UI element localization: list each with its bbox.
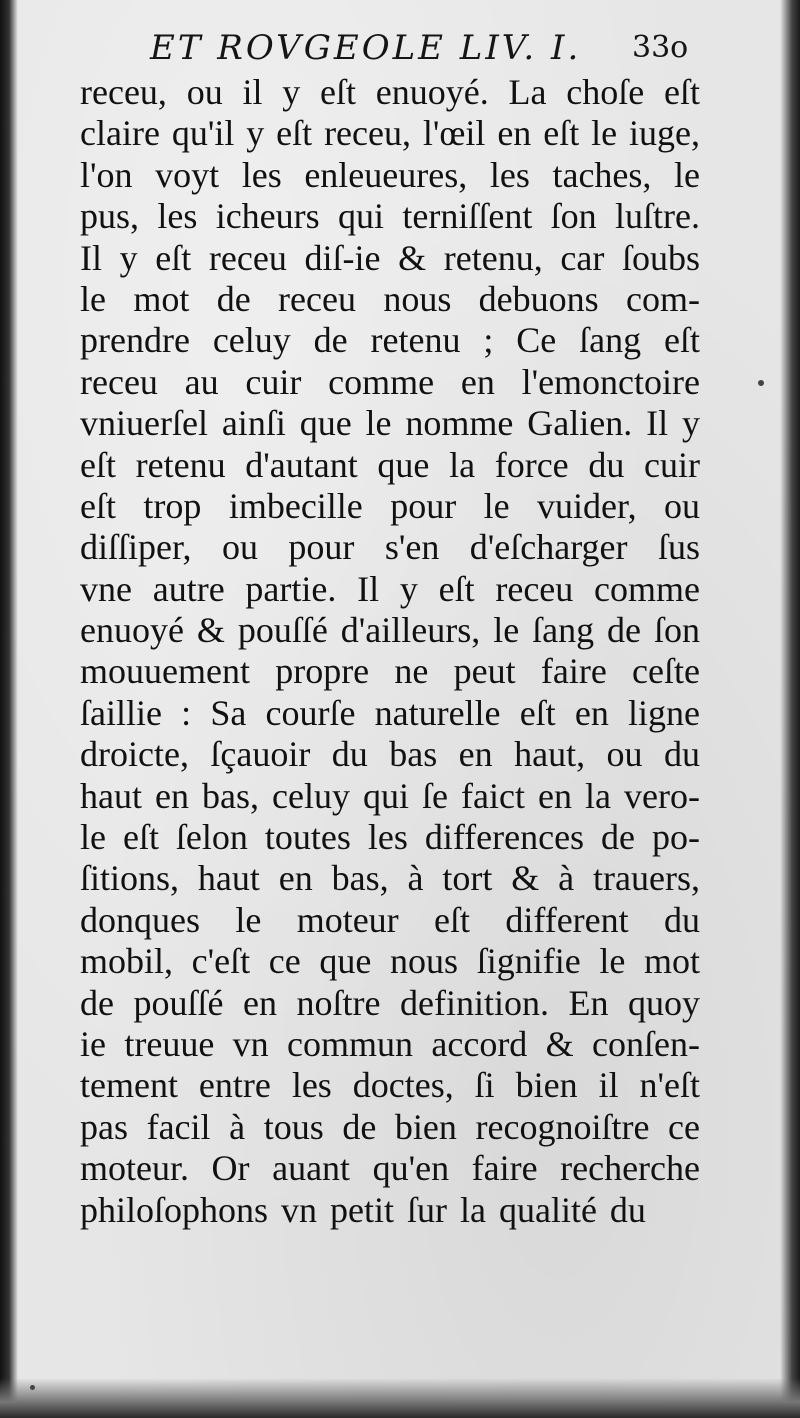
text-line: philoſophons vn petit ſur la qualité du: [80, 1189, 646, 1230]
text-line: mobil, c'eſt ce que nous ſignifie le mot: [80, 941, 700, 982]
text-line: le mot de receu nous debuons com-: [80, 278, 700, 319]
text-line: le eſt ſelon toutes les differences de po-: [80, 817, 700, 858]
text-line: ſitions, haut en bas, à tort & à trauers,: [80, 858, 700, 899]
text-line: eſt trop imbecille pour le vuider, ou: [80, 485, 700, 526]
text-line: ie treuue vn commun accord & conſen-: [80, 1023, 700, 1064]
text-line: moteur. Or auant qu'en faire recherche: [80, 1148, 700, 1189]
text-line: eſt retenu d'autant que la force du cuir: [80, 444, 700, 485]
text-line: diſſiper, ou pour s'en d'eſcharger ſus: [80, 527, 700, 568]
ink-speck: [758, 380, 764, 386]
text-line: receu, ou il y eſt enuoyé. La choſe eſt: [80, 72, 700, 112]
text-line: vniuerſel ainſi que le nomme Galien. Il y: [80, 403, 700, 444]
text-line: ſaillie : Sa courſe naturelle eſt en ligne: [80, 692, 700, 733]
text-line: Il y eſt receu diſ-ie & retenu, car ſoubs: [80, 237, 700, 278]
text-line: donques le moteur eſt different du: [80, 899, 700, 940]
text-line: vne autre partie. Il y eſt receu comme: [80, 568, 700, 609]
ink-speck: [30, 1385, 35, 1390]
text-line: mouuement propre ne peut faire ceſte: [80, 651, 700, 692]
text-line: droicte, ſçauoir du bas en haut, ou du: [80, 734, 700, 775]
running-head: ET ROVGEOLE LIV. I.: [150, 28, 582, 68]
text-line: tement entre les doctes, ſi bien il n'eſt: [80, 1065, 700, 1106]
text-line: pas facil à tous de bien recognoiſtre ce: [80, 1106, 700, 1147]
text-line: pus, les icheurs qui terniſſent ſon luſtre.: [80, 196, 700, 237]
scan-edge-right: [780, 0, 800, 1418]
body-text: [80, 72, 700, 1231]
text-line: de pouſſé en noſtre definition. En quoy: [80, 982, 700, 1023]
scan-edge-bottom: [0, 1378, 800, 1418]
text-line: claire qu'il y eſt receu, l'œil en eſt le iuge,: [80, 113, 700, 154]
scan-edge-left: [0, 0, 18, 1418]
text-line: receu au cuir comme en l'emonctoire: [80, 361, 700, 402]
text-line: l'on voyt les enleueures, les taches, le: [80, 154, 700, 195]
page-number: 33o: [632, 30, 689, 65]
text-line: haut en bas, celuy qui ſe faict en la vero-: [80, 775, 700, 816]
text-line: prendre celuy de retenu ; Ce ſang eſt: [80, 320, 700, 361]
text-line: enuoyé & pouſſé d'ailleurs, le ſang de ſon: [80, 610, 700, 651]
